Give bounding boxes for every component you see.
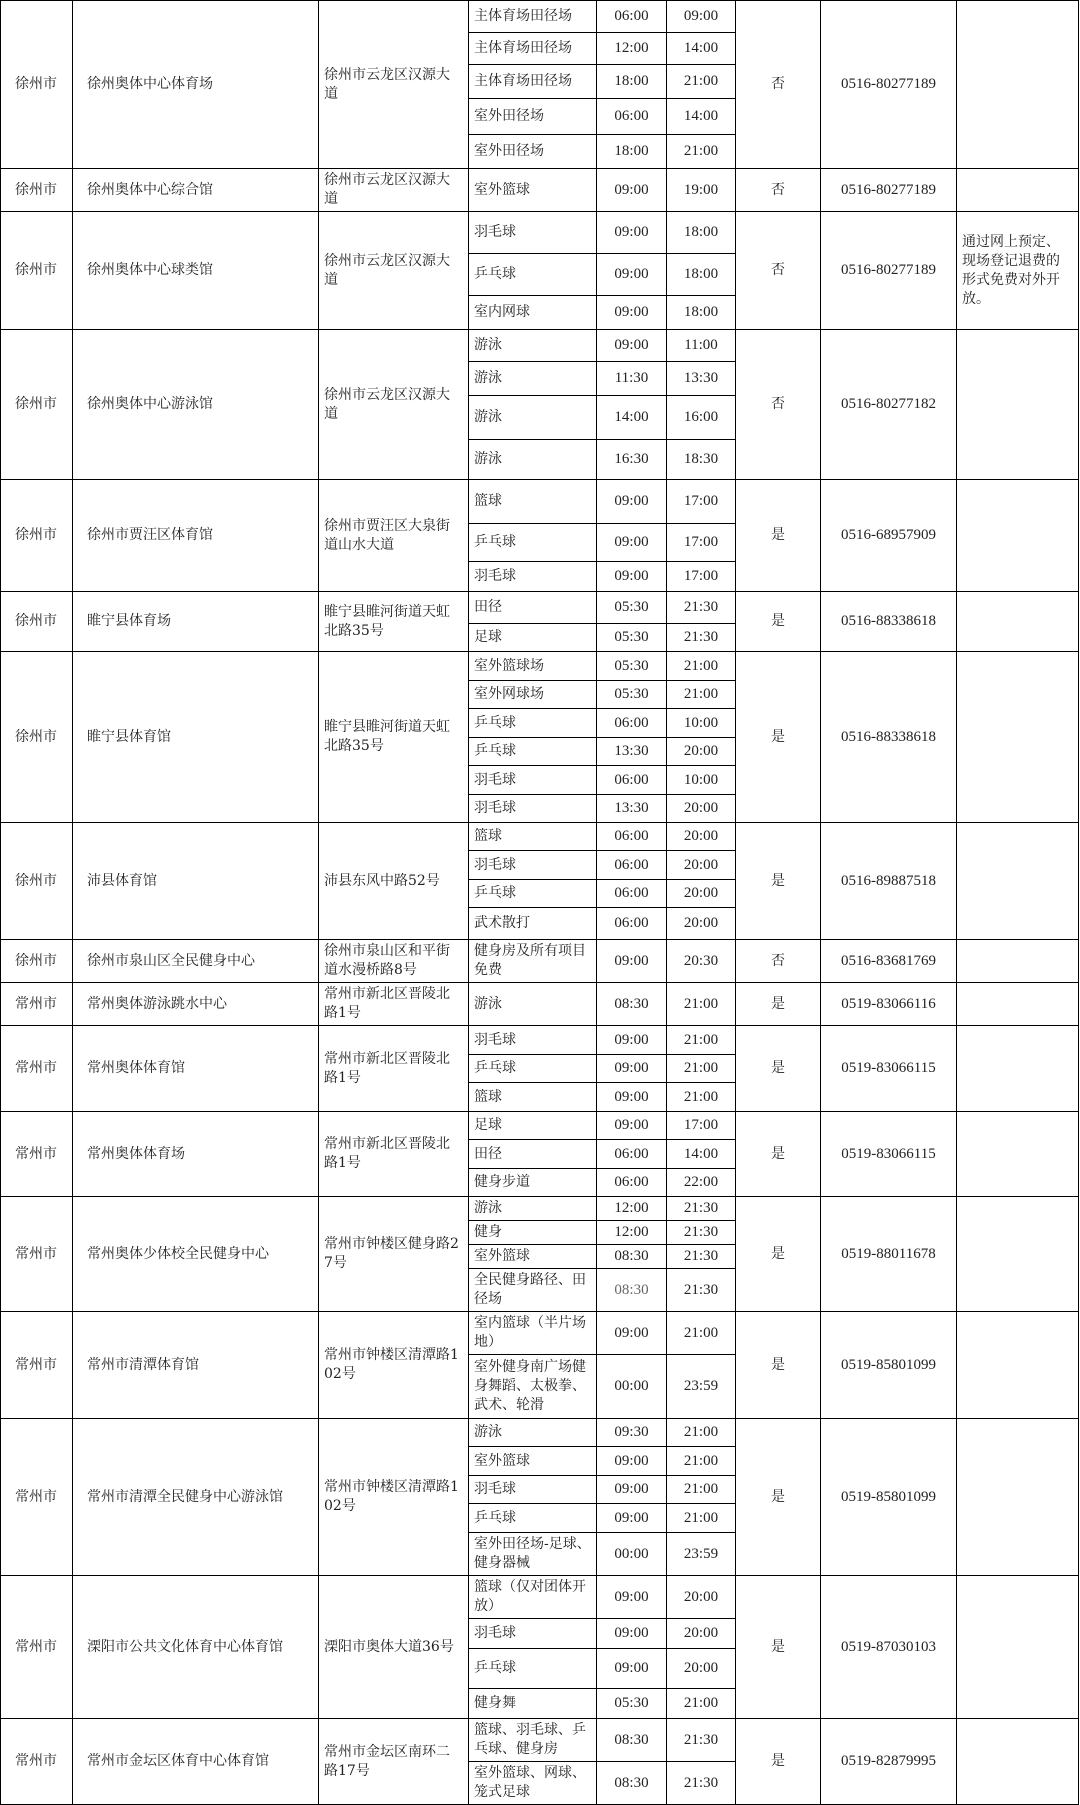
city-cell: 常州市 [1,1419,73,1576]
end-time-cell: 16:00 [667,396,736,440]
start-time-cell: 09:00 [597,524,667,562]
reservation-required-cell: 是 [736,1112,821,1197]
table-row [1,592,1079,624]
address-cell: 睢宁县睢河街道天虹北路35号 [319,652,469,823]
start-time-cell: 13:30 [597,795,667,823]
table-row [1,1719,1079,1762]
city-cell: 徐州市 [1,330,73,480]
start-time-cell: 06:00 [597,908,667,940]
venue-name-cell: 睢宁县体育馆 [73,652,319,823]
city-cell: 徐州市 [1,592,73,652]
venue-name-cell: 徐州奥体中心球类馆 [73,212,319,330]
end-time-cell: 21:00 [667,135,736,169]
sport-item-cell: 足球 [469,624,597,652]
start-time-cell: 06:00 [597,1169,667,1197]
start-time-cell: 09:00 [597,254,667,296]
note-cell [957,652,1079,823]
phone-cell: 0519-87030103 [821,1576,957,1719]
phone-cell: 0516-88338618 [821,652,957,823]
end-time-cell: 20:00 [667,880,736,908]
sport-item-cell: 田径 [469,592,597,624]
end-time-cell: 21:30 [667,1221,736,1245]
end-time-cell: 21:30 [667,1269,736,1312]
end-time-cell: 14:00 [667,33,736,65]
start-time-cell: 05:30 [597,1689,667,1719]
start-time-cell: 09:00 [597,169,667,212]
phone-cell: 0516-80277189 [821,169,957,212]
start-time-cell: 12:00 [597,1197,667,1221]
start-time-cell: 05:30 [597,624,667,652]
sport-item-cell: 室外篮球 [469,1447,597,1476]
end-time-cell: 13:30 [667,362,736,396]
venue-name-cell: 徐州奥体中心游泳馆 [73,330,319,480]
start-time-cell: 09:00 [597,1312,667,1355]
sport-item-cell: 羽毛球 [469,766,597,795]
end-time-cell: 17:00 [667,480,736,524]
end-time-cell: 21:30 [667,1245,736,1269]
venue-table-body [1,1,1079,1805]
table-row [1,212,1079,254]
end-time-cell: 21:00 [667,1419,736,1447]
sport-item-cell: 室外田径场-足球、健身器械 [469,1533,597,1576]
sport-item-cell: 篮球 [469,480,597,524]
end-time-cell: 21:00 [667,681,736,709]
reservation-required-cell: 是 [736,1026,821,1112]
start-time-cell: 06:00 [597,851,667,880]
note-cell [957,1576,1079,1719]
end-time-cell: 21:00 [667,65,736,99]
sport-item-cell: 羽毛球 [469,562,597,592]
reservation-required-cell: 是 [736,592,821,652]
start-time-cell: 00:00 [597,1355,667,1419]
end-time-cell: 21:00 [667,1476,736,1504]
sport-item-cell: 游泳 [469,983,597,1026]
reservation-required-cell: 是 [736,1576,821,1719]
address-cell: 徐州市云龙区汉源大道 [319,212,469,330]
city-cell: 常州市 [1,1576,73,1719]
venue-name-cell: 徐州市泉山区全民健身中心 [73,940,319,983]
note-cell [957,1026,1079,1112]
start-time-cell: 06:00 [597,1,667,33]
city-cell: 徐州市 [1,1,73,169]
end-time-cell: 17:00 [667,524,736,562]
start-time-cell: 06:00 [597,709,667,738]
sport-item-cell: 羽毛球 [469,1476,597,1504]
start-time-cell: 06:00 [597,880,667,908]
venue-name-cell: 常州奥体体育馆 [73,1026,319,1112]
sport-item-cell: 羽毛球 [469,795,597,823]
city-cell: 徐州市 [1,652,73,823]
end-time-cell: 20:00 [667,795,736,823]
sport-item-cell: 室外篮球、网球、笼式足球 [469,1762,597,1805]
note-cell [957,1197,1079,1312]
phone-cell: 0516-80277189 [821,1,957,169]
end-time-cell: 18:30 [667,440,736,480]
note-cell [957,169,1079,212]
phone-cell: 0516-68957909 [821,480,957,592]
start-time-cell: 06:00 [597,1140,667,1169]
sport-item-cell: 羽毛球 [469,1619,597,1649]
note-cell [957,330,1079,480]
address-cell: 溧阳市奥体大道36号 [319,1576,469,1719]
start-time-cell: 16:30 [597,440,667,480]
phone-cell: 0519-82879995 [821,1719,957,1805]
note-cell [957,1719,1079,1805]
sport-item-cell: 游泳 [469,440,597,480]
end-time-cell: 20:00 [667,1619,736,1649]
start-time-cell: 09:30 [597,1419,667,1447]
address-cell: 徐州市云龙区汉源大道 [319,330,469,480]
phone-cell: 0516-80277182 [821,330,957,480]
reservation-required-cell: 否 [736,330,821,480]
sport-item-cell: 室外田径场 [469,99,597,135]
table-row [1,1197,1079,1221]
phone-cell: 0516-89887518 [821,823,957,940]
note-cell [957,983,1079,1026]
end-time-cell: 21:00 [667,652,736,681]
sport-item-cell: 游泳 [469,1197,597,1221]
address-cell: 常州市新北区晋陵北路1号 [319,1112,469,1197]
sport-item-cell: 游泳 [469,362,597,396]
table-row [1,1,1079,33]
start-time-cell: 08:30 [597,1762,667,1805]
sport-item-cell: 全民健身路径、田径场 [469,1269,597,1312]
note-cell [957,480,1079,592]
sport-item-cell: 乒乓球 [469,1055,597,1083]
address-cell: 常州市金坛区南环二路17号 [319,1719,469,1805]
venue-name-cell: 徐州市贾汪区体育馆 [73,480,319,592]
start-time-cell: 09:00 [597,480,667,524]
start-time-cell: 09:00 [597,1026,667,1055]
table-row [1,1576,1079,1619]
sport-item-cell: 篮球 [469,823,597,851]
note-cell [957,592,1079,652]
sport-item-cell: 田径 [469,1140,597,1169]
address-cell: 徐州市贾汪区大泉街道山水大道 [319,480,469,592]
end-time-cell: 14:00 [667,99,736,135]
start-time-cell: 09:00 [597,212,667,254]
sport-item-cell: 乒乓球 [469,524,597,562]
address-cell: 徐州市云龙区汉源大道 [319,1,469,169]
end-time-cell: 23:59 [667,1533,736,1576]
note-cell [957,1,1079,169]
start-time-cell: 09:00 [597,1083,667,1112]
table-row [1,940,1079,983]
phone-cell: 0516-83681769 [821,940,957,983]
reservation-required-cell: 是 [736,1719,821,1805]
end-time-cell: 20:00 [667,1576,736,1619]
sport-item-cell: 室内网球 [469,296,597,330]
end-time-cell: 18:00 [667,254,736,296]
table-row [1,169,1079,212]
end-time-cell: 10:00 [667,766,736,795]
end-time-cell: 21:30 [667,1762,736,1805]
venue-name-cell: 常州奥体体育场 [73,1112,319,1197]
city-cell: 常州市 [1,1197,73,1312]
phone-cell: 0516-80277189 [821,212,957,330]
sport-item-cell: 主体育场田径场 [469,33,597,65]
phone-cell: 0519-83066115 [821,1112,957,1197]
start-time-cell: 09:00 [597,1055,667,1083]
start-time-cell: 13:30 [597,738,667,766]
note-cell [957,1312,1079,1419]
end-time-cell: 17:00 [667,562,736,592]
start-time-cell: 09:00 [597,1619,667,1649]
reservation-required-cell: 是 [736,1312,821,1419]
city-cell: 徐州市 [1,823,73,940]
venue-name-cell: 睢宁县体育场 [73,592,319,652]
start-time-cell: 18:00 [597,135,667,169]
end-time-cell: 14:00 [667,1140,736,1169]
end-time-cell: 21:00 [667,1055,736,1083]
venue-name-cell: 溧阳市公共文化体育中心体育馆 [73,1576,319,1719]
end-time-cell: 20:00 [667,823,736,851]
sport-item-cell: 游泳 [469,1419,597,1447]
start-time-cell: 09:00 [597,1504,667,1533]
sport-item-cell: 乒乓球 [469,1504,597,1533]
reservation-required-cell: 是 [736,1419,821,1576]
end-time-cell: 09:00 [667,1,736,33]
start-time-cell: 09:00 [597,1112,667,1140]
table-row [1,983,1079,1026]
venue-name-cell: 常州奥体少体校全民健身中心 [73,1197,319,1312]
note-cell [957,1112,1079,1197]
end-time-cell: 21:30 [667,592,736,624]
venue-name-cell: 徐州奥体中心综合馆 [73,169,319,212]
city-cell: 常州市 [1,1719,73,1805]
start-time-cell: 09:00 [597,1649,667,1689]
city-cell: 常州市 [1,1026,73,1112]
sport-item-cell: 健身 [469,1221,597,1245]
city-cell: 常州市 [1,983,73,1026]
sport-item-cell: 乒乓球 [469,709,597,738]
table-row [1,1026,1079,1055]
end-time-cell: 10:00 [667,709,736,738]
city-cell: 徐州市 [1,169,73,212]
address-cell: 常州市新北区晋陵北路1号 [319,983,469,1026]
sport-item-cell: 游泳 [469,396,597,440]
start-time-cell: 09:00 [597,562,667,592]
start-time-cell: 12:00 [597,1221,667,1245]
end-time-cell: 21:30 [667,1719,736,1762]
city-cell: 徐州市 [1,212,73,330]
sport-item-cell: 乒乓球 [469,880,597,908]
sport-item-cell: 武术散打 [469,908,597,940]
sport-item-cell: 健身步道 [469,1169,597,1197]
end-time-cell: 20:30 [667,940,736,983]
start-time-cell: 06:00 [597,823,667,851]
venue-name-cell: 徐州奥体中心体育场 [73,1,319,169]
start-time-cell: 08:30 [597,1269,667,1312]
start-time-cell: 08:30 [597,1245,667,1269]
start-time-cell: 00:00 [597,1533,667,1576]
address-cell: 睢宁县睢河街道天虹北路35号 [319,592,469,652]
end-time-cell: 20:00 [667,1649,736,1689]
reservation-required-cell: 是 [736,1197,821,1312]
start-time-cell: 06:00 [597,99,667,135]
sport-item-cell: 足球 [469,1112,597,1140]
table-row [1,480,1079,524]
city-cell: 徐州市 [1,940,73,983]
start-time-cell: 18:00 [597,65,667,99]
venue-name-cell: 常州市金坛区体育中心体育馆 [73,1719,319,1805]
sport-item-cell: 羽毛球 [469,212,597,254]
sport-item-cell: 羽毛球 [469,851,597,880]
phone-cell: 0519-85801099 [821,1419,957,1576]
start-time-cell: 08:30 [597,983,667,1026]
sport-item-cell: 健身房及所有项目免费 [469,940,597,983]
note-cell: 通过网上预定、现场登记退费的形式免费对外开放。 [957,212,1079,330]
table-row [1,823,1079,851]
end-time-cell: 20:00 [667,738,736,766]
sport-item-cell: 室内篮球（半片场地） [469,1312,597,1355]
note-cell [957,1419,1079,1576]
sport-item-cell: 篮球 [469,1083,597,1112]
table-row [1,1112,1079,1140]
address-cell: 常州市钟楼区健身路27号 [319,1197,469,1312]
sport-item-cell: 室外健身南广场健身舞蹈、太极拳、武术、轮滑 [469,1355,597,1419]
address-cell: 沛县东风中路52号 [319,823,469,940]
end-time-cell: 21:00 [667,1447,736,1476]
sport-item-cell: 篮球、羽毛球、乒乓球、健身房 [469,1719,597,1762]
note-cell [957,940,1079,983]
table-row [1,652,1079,681]
address-cell: 徐州市云龙区汉源大道 [319,169,469,212]
reservation-required-cell: 否 [736,940,821,983]
start-time-cell: 06:00 [597,766,667,795]
phone-cell: 0519-83066115 [821,1026,957,1112]
end-time-cell: 21:30 [667,624,736,652]
address-cell: 常州市钟楼区清潭路102号 [319,1312,469,1419]
start-time-cell: 09:00 [597,1447,667,1476]
reservation-required-cell: 否 [736,169,821,212]
venue-name-cell: 常州奥体游泳跳水中心 [73,983,319,1026]
address-cell: 徐州市泉山区和平街道水漫桥路8号 [319,940,469,983]
sport-item-cell: 乒乓球 [469,738,597,766]
end-time-cell: 21:00 [667,983,736,1026]
sport-item-cell: 乒乓球 [469,1649,597,1689]
start-time-cell: 05:30 [597,652,667,681]
address-cell: 常州市新北区晋陵北路1号 [319,1026,469,1112]
end-time-cell: 19:00 [667,169,736,212]
end-time-cell: 11:00 [667,330,736,362]
phone-cell: 0519-83066116 [821,983,957,1026]
sport-item-cell: 健身舞 [469,1689,597,1719]
end-time-cell: 18:00 [667,212,736,254]
end-time-cell: 21:00 [667,1504,736,1533]
sport-item-cell: 主体育场田径场 [469,1,597,33]
sport-item-cell: 乒乓球 [469,254,597,296]
start-time-cell: 05:30 [597,592,667,624]
table-row [1,1312,1079,1355]
end-time-cell: 18:00 [667,296,736,330]
table-row [1,330,1079,362]
start-time-cell: 09:00 [597,1476,667,1504]
city-cell: 徐州市 [1,480,73,592]
start-time-cell: 09:00 [597,296,667,330]
end-time-cell: 20:00 [667,908,736,940]
sport-item-cell: 室外网球场 [469,681,597,709]
reservation-required-cell: 是 [736,652,821,823]
start-time-cell: 05:30 [597,681,667,709]
sport-item-cell: 游泳 [469,330,597,362]
note-cell [957,823,1079,940]
reservation-required-cell: 是 [736,823,821,940]
sport-item-cell: 室外篮球场 [469,652,597,681]
phone-cell: 0519-88011678 [821,1197,957,1312]
sport-item-cell: 羽毛球 [469,1026,597,1055]
phone-cell: 0519-85801099 [821,1312,957,1419]
sport-item-cell: 室外篮球 [469,1245,597,1269]
sport-item-cell: 主体育场田径场 [469,65,597,99]
phone-cell: 0516-88338618 [821,592,957,652]
address-cell: 常州市钟楼区清潭路102号 [319,1419,469,1576]
venue-name-cell: 常州市清潭全民健身中心游泳馆 [73,1419,319,1576]
sport-item-cell: 室外篮球 [469,169,597,212]
venue-name-cell: 常州市清潭体育馆 [73,1312,319,1419]
end-time-cell: 21:00 [667,1026,736,1055]
start-time-cell: 11:30 [597,362,667,396]
end-time-cell: 17:00 [667,1112,736,1140]
end-time-cell: 21:00 [667,1083,736,1112]
start-time-cell: 08:30 [597,1719,667,1762]
reservation-required-cell: 否 [736,212,821,330]
end-time-cell: 23:59 [667,1355,736,1419]
start-time-cell: 09:00 [597,940,667,983]
table-row [1,1419,1079,1447]
start-time-cell: 12:00 [597,33,667,65]
end-time-cell: 21:00 [667,1312,736,1355]
end-time-cell: 20:00 [667,851,736,880]
reservation-required-cell: 是 [736,480,821,592]
venue-name-cell: 沛县体育馆 [73,823,319,940]
reservation-required-cell: 是 [736,983,821,1026]
reservation-required-cell: 否 [736,1,821,169]
start-time-cell: 09:00 [597,330,667,362]
city-cell: 常州市 [1,1112,73,1197]
sport-item-cell: 室外田径场 [469,135,597,169]
end-time-cell: 21:00 [667,1689,736,1719]
start-time-cell: 14:00 [597,396,667,440]
end-time-cell: 22:00 [667,1169,736,1197]
start-time-cell: 09:00 [597,1576,667,1619]
end-time-cell: 21:30 [667,1197,736,1221]
sport-item-cell: 篮球（仅对团体开放） [469,1576,597,1619]
city-cell: 常州市 [1,1312,73,1419]
